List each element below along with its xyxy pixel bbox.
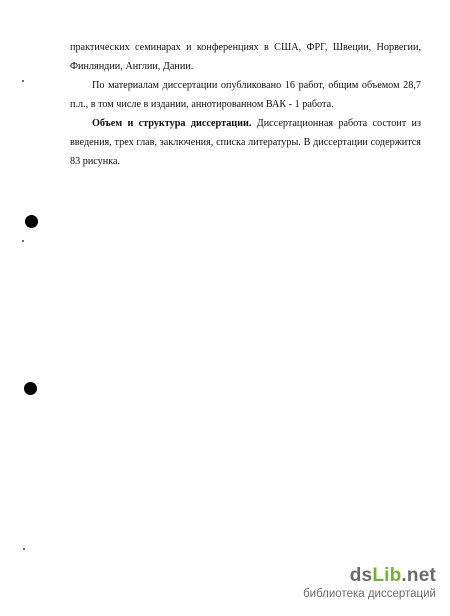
dslib-logo (303, 566, 436, 586)
logo-ds: ds (349, 565, 373, 586)
logo-lib: Lib (372, 565, 402, 586)
scan-speck (22, 80, 24, 82)
paragraph-publications: По материалам диссертации опубликовано 16 работ, общим объемом 28,7 п.л., в том числе в издании, аннотированном ВАК - 1 работа. (70, 80, 421, 110)
paragraph-structure (70, 114, 421, 171)
dslib-watermark (303, 566, 436, 601)
paragraph-conferences: практических семинарах и конференциях в США, ФРГ, Швеции, Норвегии, Финляндии, Англии, Дании. (70, 42, 421, 72)
structure-body: Диссертационная работа состоит из введения, трех глав, заключения, списка литературы. В диссертации содержится 83 рисунка. (70, 118, 422, 167)
scan-speck (22, 240, 24, 242)
scan-speck (23, 548, 25, 550)
watermark-subtitle: библиотека диссертаций (303, 588, 436, 600)
punch-hole-top (25, 215, 38, 228)
structure-heading: Объем и структура диссертации. (92, 118, 252, 129)
logo-net: .net (401, 565, 436, 586)
punch-hole-bottom (24, 382, 37, 395)
